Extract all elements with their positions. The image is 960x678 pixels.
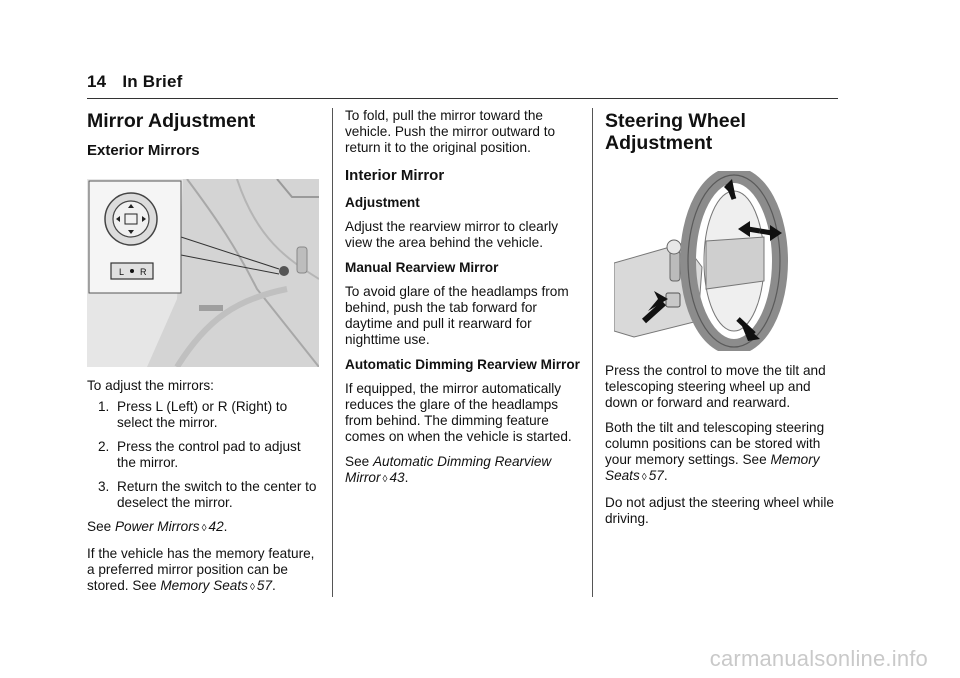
column-mirror-adjustment — [87, 108, 321, 605]
section-title: In Brief — [122, 72, 183, 91]
adjustment-heading: Adjustment — [345, 195, 420, 210]
fold-text: To fold, pull the mirror toward the vehicle. Push the mirror outward to return it to the original position. — [345, 108, 556, 155]
list-item — [87, 479, 321, 511]
steering-wheel-figure — [614, 171, 808, 351]
list-item — [87, 399, 321, 431]
memory-seats-page[interactable]: 57 — [256, 578, 273, 593]
switch-label-right: R — [140, 267, 147, 277]
column-steering-wheel — [605, 108, 839, 536]
step-text: Return the switch to the center to deselect the mirror. — [117, 479, 317, 510]
mirror-intro-text: To adjust the mirrors: — [87, 378, 214, 393]
page-ref-arrow-icon: ◊ — [201, 523, 207, 534]
steering-p2 — [605, 420, 839, 486]
auto-dimming-link[interactable]: Automatic Dimming Rearview Mirror — [345, 454, 552, 485]
watermark: carmanualsonline.info — [709, 646, 928, 671]
power-mirrors-page[interactable]: 42 — [208, 519, 224, 534]
adjustment-text: Adjust the rearview mirror to clearly view the area behind the vehicle. — [345, 219, 559, 250]
steering-wheel-heading: Steering Wheel Adjustment — [605, 110, 746, 154]
mirror-control-illustration — [87, 179, 319, 367]
manual-mirror-heading: Manual Rearview Mirror — [345, 260, 499, 275]
steering-wheel-illustration — [614, 171, 808, 351]
switch-label-left: L — [119, 267, 125, 277]
memory-paragraph — [87, 546, 321, 596]
manual-mirror-text: To avoid glare of the headlamps from behind, push the tab forward for daytime and pull it rearward for nighttime use. — [345, 284, 569, 347]
step-number: 2. — [98, 439, 110, 454]
see-prefix: See — [345, 454, 373, 469]
exterior-mirrors-heading: Exterior Mirrors — [87, 142, 200, 159]
page-ref-arrow-icon: ◊ — [641, 472, 647, 483]
column-divider-1 — [332, 108, 333, 597]
memory-seats-page[interactable]: 57 — [648, 468, 664, 483]
page-ref-arrow-icon: ◊ — [249, 582, 255, 593]
auto-dimming-heading: Automatic Dimming Rearview Mirror — [345, 357, 580, 372]
list-item — [87, 439, 321, 471]
memory-seats-link[interactable]: Memory Seats — [605, 452, 820, 483]
see-auto-dimming — [345, 454, 581, 488]
exterior-mirror-figure — [87, 179, 319, 367]
see-prefix: See — [87, 519, 115, 534]
steering-p3: Do not adjust the steering wheel while driving. — [605, 495, 834, 526]
interior-mirror-heading: Interior Mirror — [345, 167, 445, 184]
column-interior-mirror — [345, 108, 581, 497]
page-number: 14 — [87, 72, 107, 91]
step-number: 3. — [98, 479, 110, 494]
step-text: Press L (Left) or R (Right) to select the mirror. — [117, 399, 288, 430]
mirror-steps-list — [87, 399, 321, 511]
column-divider-2 — [592, 108, 593, 597]
page-ref-arrow-icon: ◊ — [382, 474, 388, 485]
header-rule — [87, 98, 838, 99]
step-text: Press the control pad to adjust the mirror. — [117, 439, 301, 470]
memory-seats-link[interactable]: Memory Seats — [160, 578, 248, 593]
auto-dimming-text: If equipped, the mirror automatically reduces the glare of the headlamps from behind. The dimming feature comes on when the vehicle is started. — [345, 381, 572, 444]
memory-text: If the vehicle has the memory feature, a preferred mirror position can be stored. See — [87, 546, 315, 593]
mirror-adjustment-heading: Mirror Adjustment — [87, 110, 256, 132]
power-mirrors-link[interactable]: Power Mirrors — [114, 519, 200, 534]
auto-dimming-page[interactable]: 43 — [389, 470, 405, 485]
period: . — [272, 578, 276, 593]
steering-p2-text: Both the tilt and telescoping steering column positions can be stored with your memory settings. See — [605, 420, 825, 467]
page-header — [87, 72, 182, 92]
period: . — [404, 470, 409, 485]
period: . — [663, 468, 668, 483]
step-number: 1. — [98, 399, 110, 414]
steering-p1: Press the control to move the tilt and telescoping steering wheel up and down or forward and rearward. — [605, 363, 826, 410]
see-power-mirrors — [87, 519, 321, 537]
period: . — [223, 519, 228, 534]
